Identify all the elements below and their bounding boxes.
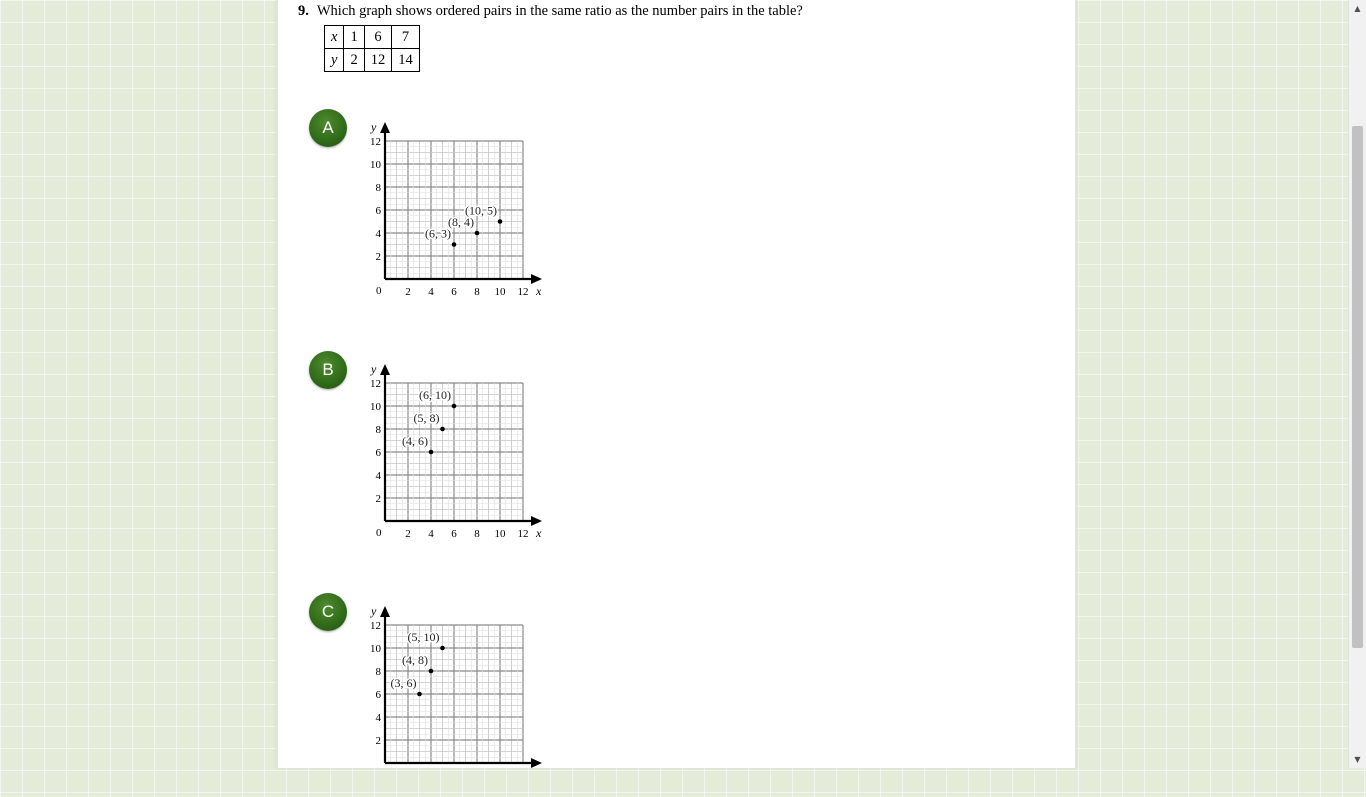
y-axis-label: y	[371, 362, 377, 376]
choice-a-graph	[362, 113, 547, 313]
x-tick-label: 6	[451, 528, 457, 540]
question-number: 9.	[298, 3, 309, 19]
choice-c-button[interactable]: C	[309, 593, 347, 631]
y-tick-label: 8	[375, 182, 381, 194]
y-tick-label: 12	[370, 136, 381, 148]
vertical-scrollbar[interactable]	[1348, 0, 1366, 768]
point-label: (3, 6)	[390, 676, 417, 690]
x-tick-label: 2	[405, 528, 411, 540]
data-point	[475, 231, 480, 236]
y-tick-label: 8	[375, 424, 381, 436]
scroll-up-arrow-icon[interactable]: ▲	[1354, 4, 1361, 13]
point-label: (10, 5)	[465, 203, 497, 218]
table-cell: 7	[392, 26, 420, 49]
data-point	[452, 242, 457, 247]
x-tick-label: 6	[451, 286, 457, 298]
x-tick-label: 4	[428, 528, 434, 540]
y-tick-label: 4	[375, 470, 381, 482]
question-prompt	[298, 3, 803, 20]
data-point	[417, 692, 422, 697]
data-point	[452, 404, 457, 409]
y-axis-arrow-icon	[380, 606, 390, 617]
y-tick-label: 6	[375, 689, 381, 701]
point-label: (4, 6)	[402, 434, 428, 448]
y-tick-label: 10	[370, 401, 381, 413]
y-tick-label: 8	[375, 666, 381, 678]
point-label: (6, 3)	[425, 226, 451, 241]
x-tick-label: 10	[494, 286, 506, 298]
origin-label: 0	[376, 285, 382, 297]
table-cell: 6	[364, 26, 392, 49]
y-axis-label: y	[371, 604, 377, 618]
y-tick-label: 4	[375, 712, 381, 724]
y-tick-label: 4	[375, 228, 381, 240]
table-row	[325, 26, 420, 49]
question-page	[276, 0, 1077, 768]
y-tick-label: 2	[375, 251, 381, 263]
point-label: (4, 8)	[402, 653, 428, 667]
choice-c-graph	[362, 597, 547, 797]
x-axis-label: x	[536, 526, 542, 540]
y-axis-arrow-icon	[380, 122, 390, 133]
scroll-down-arrow-icon[interactable]: ▼	[1354, 755, 1361, 764]
point-label: (5, 8)	[413, 411, 440, 425]
choice-b-graph	[362, 355, 547, 555]
x-tick-label: 12	[517, 286, 529, 298]
scroll-thumb[interactable]	[1352, 126, 1363, 648]
table-cell: x	[325, 26, 344, 49]
point-label: (5, 10)	[407, 630, 440, 644]
table-cell: 1	[344, 26, 364, 49]
y-tick-label: 10	[370, 643, 381, 655]
x-axis-arrow-icon	[531, 516, 542, 526]
x-tick-label: 8	[474, 286, 480, 298]
y-tick-label: 6	[375, 205, 381, 217]
data-point	[440, 427, 445, 432]
y-tick-label: 6	[375, 447, 381, 459]
y-tick-label: 10	[370, 159, 381, 171]
data-point	[429, 450, 434, 455]
point-label: (8, 4)	[448, 215, 474, 229]
x-axis-arrow-icon	[531, 274, 542, 284]
y-axis-arrow-icon	[380, 364, 390, 375]
table-cell: 12	[364, 49, 392, 72]
x-axis-label: x	[536, 284, 542, 298]
table-row	[325, 49, 420, 72]
origin-label: 0	[376, 527, 382, 539]
x-tick-label: 2	[405, 286, 411, 298]
data-point	[440, 646, 445, 651]
choice-b-button[interactable]: B	[309, 351, 347, 389]
y-tick-label: 2	[375, 735, 381, 747]
table-cell: 14	[392, 49, 420, 72]
y-tick-label: 12	[370, 620, 381, 632]
x-tick-label: 12	[517, 528, 529, 540]
question-text: Which graph shows ordered pairs in the same ratio as the number pairs in the table?	[316, 3, 803, 19]
y-axis-label: y	[371, 120, 377, 134]
y-tick-label: 2	[375, 493, 381, 505]
x-axis-arrow-icon	[531, 758, 542, 768]
ratio-table	[324, 25, 420, 72]
choice-a-button[interactable]: A	[309, 109, 347, 147]
y-tick-label: 12	[370, 378, 381, 390]
x-tick-label: 10	[494, 528, 506, 540]
x-tick-label: 4	[428, 286, 434, 298]
table-cell: 2	[344, 49, 364, 72]
point-label: (6, 10)	[419, 388, 451, 402]
x-tick-label: 8	[474, 528, 480, 540]
data-point	[498, 219, 503, 224]
table-cell: y	[325, 49, 344, 72]
data-point	[429, 669, 434, 674]
